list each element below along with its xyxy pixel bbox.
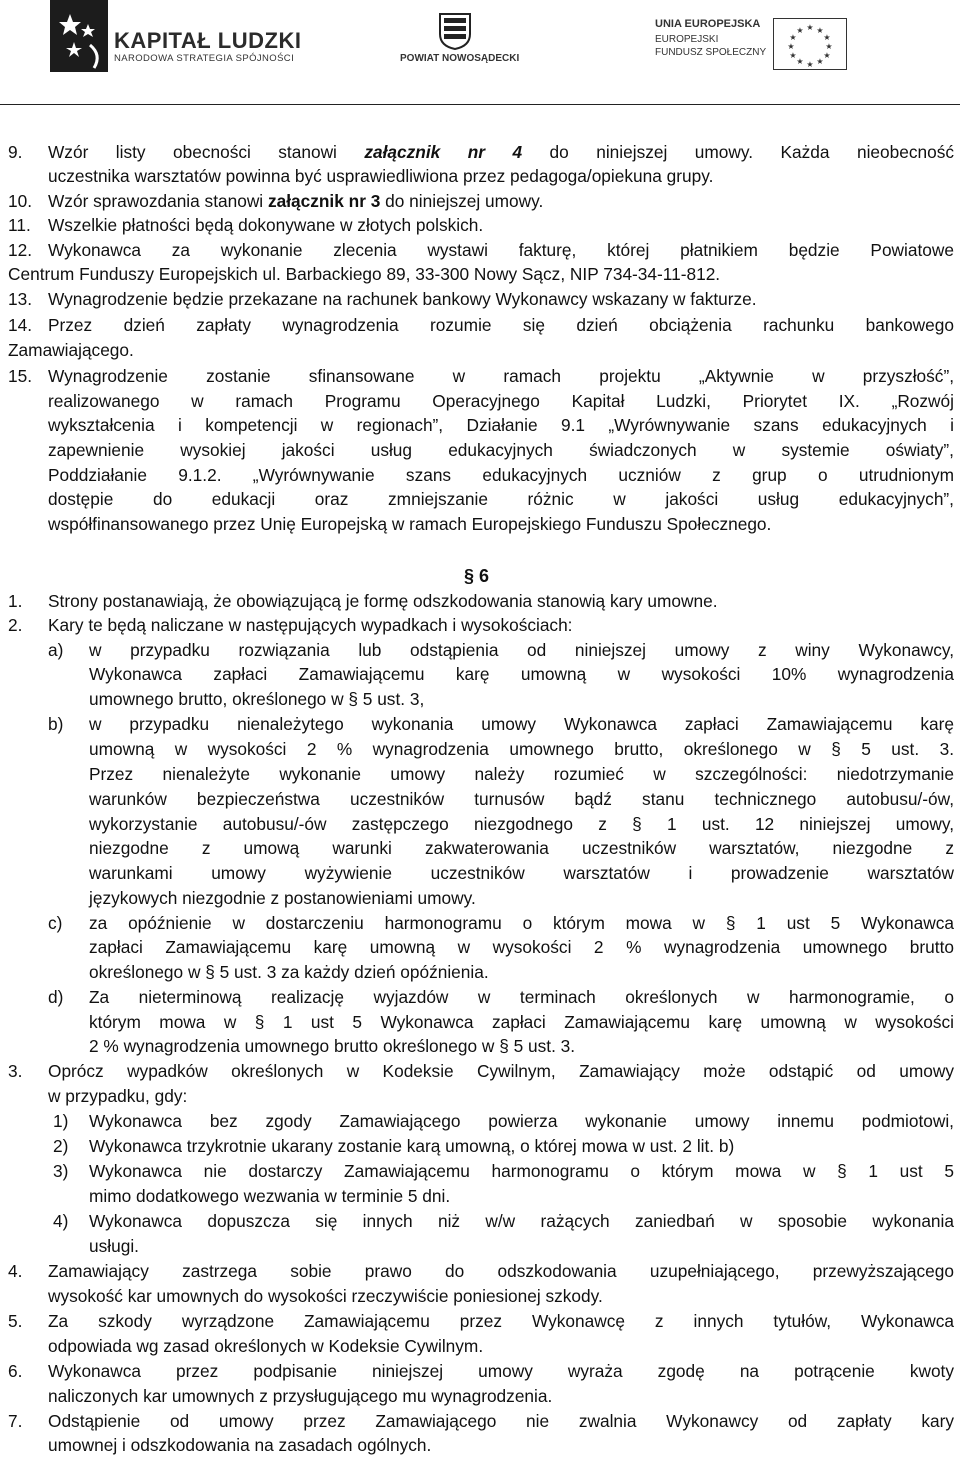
sub-item-number: 1) xyxy=(53,1111,69,1131)
document-header xyxy=(0,0,960,108)
section-heading: § 6 xyxy=(464,566,490,586)
sub-item-a-line: w przypadku rozwiązania lub odstąpienia od niniejszej umowy z winy Wykonawcy, xyxy=(89,640,954,660)
item-12-line2: Centrum Funduszy Europejskich ul. Barbackiego 89, 33-300 Nowy Sącz, NIP 734-34-11-812. xyxy=(8,264,721,284)
ue-line1: UNIA EUROPEJSKA xyxy=(655,18,761,30)
kl-title: KAPITAŁ LUDZKI xyxy=(114,28,302,53)
item-15-line: współfinansowanego przez Unię Europejską w ramach Europejskiego Funduszu Społecznego. xyxy=(48,514,772,534)
sub-item-letter: d) xyxy=(48,987,64,1007)
section-item-3-line: w przypadku, gdy: xyxy=(48,1086,188,1106)
section-item-6-line: naliczonych kar umownych z przysługującego mu wynagrodzenia. xyxy=(48,1386,553,1406)
svg-text:★: ★ xyxy=(806,60,814,69)
header-divider xyxy=(0,104,960,105)
section-item-number: 3. xyxy=(8,1061,23,1081)
sub-item-b-line: wykorzystanie autobusu/-ów zastępczego niezgodnego z § 1 ust. 12 niniejszej umowy, xyxy=(89,814,954,834)
item-number: 15. xyxy=(8,366,33,386)
section-item-number: 1. xyxy=(8,591,23,611)
sub-item-line: Wykonawca dopuszcza się innych niż w/w rażących zaniedbań w sposobie wykonania xyxy=(89,1211,954,1231)
sub-item-line: Wykonawca bez zgody Zamawiającego powierza wykonanie umowy innemu podmiotowi, xyxy=(89,1111,954,1131)
item-14-line1: Przez dzień zapłaty wynagrodzenia rozumie się dzień obciążenia rachunku bankowego xyxy=(48,315,954,335)
sub-item-b-line: językowych niezgodnie z postanowieniami umowy. xyxy=(89,888,476,908)
sub-item-d-line: którym mowa w § 1 ust 5 Wykonawca zapłaci Zamawiającemu karę umowną w wysokości xyxy=(89,1012,954,1032)
kl-subtitle: NARODOWA STRATEGIA SPÓJNOŚCI xyxy=(114,53,295,64)
item-15-line: zapewnienie wysokiej jakości usług edukacyjnych świadczonych w systemie oświaty”, xyxy=(48,440,954,460)
sub-item-b-line: w przypadku nienależytego wykonania umowy Wykonawca zapłaci Zamawiającemu karę xyxy=(89,714,954,734)
sub-item-number: 3) xyxy=(53,1161,69,1181)
svg-text:★: ★ xyxy=(789,51,797,60)
section-item-5-line: Za szkody wyrządzone Zamawiającemu przez Wykonawcę z innych tytułów, Wykonawca xyxy=(48,1311,954,1331)
kapital-ludzki-emblem-icon xyxy=(50,0,108,72)
section-item-number: 7. xyxy=(8,1411,23,1431)
sub-item-d-line: Za nieterminową realizację wyjazdów w terminach określonych w harmonogramie, o xyxy=(89,987,954,1007)
sub-item-b-line: warunków bezpieczeństwa uczestników turnusów bądź stanu technicznego autobusu/-ów, xyxy=(89,789,954,809)
sub-item-line: Wykonawca trzykrotnie ukarany zostanie karą umowną, o której mowa w ust. 2 lit. b) xyxy=(89,1136,735,1156)
section-item-6-line: Wykonawca przez podpisanie niniejszej umowy wyraża zgodę na potrącenie kwoty xyxy=(48,1361,954,1381)
item-14-line2: Zamawiającego. xyxy=(8,340,134,360)
section-item-number: 6. xyxy=(8,1361,23,1381)
svg-text:★: ★ xyxy=(825,42,833,51)
section-item-number: 4. xyxy=(8,1261,23,1281)
svg-text:★: ★ xyxy=(796,26,804,35)
ue-line3: FUNDUSZ SPOŁECZNY xyxy=(655,47,767,58)
item-9-line2: uczestnika warsztatów powinna być usprawiedliwiona przez pedagoga/opiekuna grupy. xyxy=(48,166,714,186)
item-13: Wynagrodzenie będzie przekazane na rachunek bankowy Wykonawcy wskazany w fakturze. xyxy=(48,289,757,309)
svg-text:★: ★ xyxy=(823,33,831,42)
svg-text:★: ★ xyxy=(823,51,831,60)
section-item-2: Kary te będą naliczane w następujących wypadkach i wysokościach: xyxy=(48,615,573,635)
section-item-3-line: Oprócz wypadków określonych w Kodeksie Cywilnym, Zamawiający może odstąpić od umowy xyxy=(48,1061,954,1081)
section-item-7-line: umownej i odszkodowania na zasadach ogólnych. xyxy=(48,1435,432,1455)
sub-item-letter: c) xyxy=(48,913,63,933)
coat-of-arms-icon xyxy=(438,12,472,50)
svg-text:★: ★ xyxy=(816,57,824,66)
svg-text:★: ★ xyxy=(806,23,814,32)
sub-item-line: mimo dodatkowego wezwania w terminie 5 dni. xyxy=(89,1186,451,1206)
sub-item-c-line: zapłaci Zamawiającemu karę umowną w wysokości 2 % wynagrodzenia umownego brutto xyxy=(89,937,954,957)
sub-item-letter: b) xyxy=(48,714,64,734)
sub-item-letter: a) xyxy=(48,640,64,660)
item-15-line: dostępie do edukacji oraz zmniejszanie różnic w jakości usług edukacyjnych”, xyxy=(48,489,954,509)
sub-item-d-line: 2 % wynagrodzenia umownego brutto określonego w § 5 ust. 3. xyxy=(89,1036,576,1056)
sub-item-b-line: Przez nienależyte wykonanie umowy należy rozumieć w szczególności: niedotrzymanie xyxy=(89,764,954,784)
sub-item-b-line: warunkami umowy wyżywienie uczestników warsztatów i prowadzenie warsztatów xyxy=(89,863,954,883)
item-number: 13. xyxy=(8,289,33,309)
eu-logo xyxy=(655,18,955,78)
ue-line2: EUROPEJSKI xyxy=(655,34,719,45)
section-item-1: Strony postanawiają, że obowiązującą je formę odszkodowania stanowią kary umowne. xyxy=(48,591,718,611)
sub-item-c-line: za opóźnienie w dostarczeniu harmonogramu o którym mowa w § 1 ust 5 Wykonawca xyxy=(89,913,954,933)
sub-item-b-line: niezgodne z umową warunki zakwaterowania uczestników warsztatów, niezgodne z xyxy=(89,838,954,858)
item-11: Wszelkie płatności będą dokonywane w złotych polskich. xyxy=(48,215,484,235)
item-number: 11. xyxy=(8,215,31,235)
svg-text:★: ★ xyxy=(816,26,824,35)
svg-text:★: ★ xyxy=(787,42,795,51)
svg-text:★: ★ xyxy=(789,33,797,42)
item-number: 9. xyxy=(8,142,23,162)
section-item-4-line: Zamawiający zastrzega sobie prawo do odszkodowania uzupełniającego, przewyższającego xyxy=(48,1261,954,1281)
item-number: 14. xyxy=(8,315,33,335)
item-15-line: wykształcenia i kompetencji w regionach”, Działanie 9.1 „Wyrównywanie szans edukacyjnych i xyxy=(48,415,954,435)
sub-item-number: 2) xyxy=(53,1136,69,1156)
item-15-line: realizowanego w ramach Programu Operacyjnego Kapitał Ludzki, Priorytet IX. „Rozwój xyxy=(48,391,954,411)
item-9-line1: Wzór listy obecności stanowi załącznik nr 4 do niniejszej umowy. Każda nieobecność xyxy=(48,142,955,162)
sub-item-line: Wykonawca nie dostarczy Zamawiającemu harmonogramu o którym mowa w § 1 ust 5 xyxy=(89,1161,954,1181)
sub-item-a-line: Wykonawca zapłaci Zamawiającemu karę umowną w wysokości 10% wynagrodzenia xyxy=(89,664,954,684)
sub-item-b-line: umowną w wysokości 2 % wynagrodzenia umownego brutto, określonego w § 5 ust. 3. xyxy=(89,739,954,759)
sub-item-a-line: umownego brutto, określonego w § 5 ust. 3, xyxy=(89,689,425,709)
section-item-5-line: odpowiada wg zasad określonych w Kodeksie Cywilnym. xyxy=(48,1336,484,1356)
item-10: Wzór sprawozdania stanowi załącznik nr 3 do niniejszej umowy. xyxy=(48,191,544,211)
powiat-name: POWIAT NOWOSĄDECKI xyxy=(400,53,520,64)
item-number: 10. xyxy=(8,191,33,211)
item-number: 12. xyxy=(8,240,33,260)
kapital-ludzki-logo xyxy=(50,0,350,72)
section-item-number: 5. xyxy=(8,1311,23,1331)
item-12-line1: Wykonawca za wykonanie zlecenia wystawi fakturę, której płatnikiem będzie Powiatowe xyxy=(48,240,954,260)
sub-item-number: 4) xyxy=(53,1211,69,1231)
section-item-number: 2. xyxy=(8,615,23,635)
section-item-7-line: Odstąpienie od umowy przez Zamawiającego nie zwalnia Wykonawcy od zapłaty kary xyxy=(48,1411,954,1431)
svg-text:★: ★ xyxy=(796,57,804,66)
sub-item-c-line: określonego w § 5 ust. 3 za każdy dzień opóźnienia. xyxy=(89,962,489,982)
item-15-line: Wynagrodzenie zostanie sfinansowane w ramach projektu „Aktywnie w przyszłość”, xyxy=(48,366,954,386)
eu-flag-icon xyxy=(773,18,847,70)
section-item-4-line: wysokość kar umownych do wysokości rzeczywiście poniesionej szkody. xyxy=(48,1286,603,1306)
sub-item-line: usługi. xyxy=(89,1236,139,1256)
powiat-logo xyxy=(400,12,520,72)
item-15-line: Poddziałanie 9.1.2. „Wyrównywanie szans edukacyjnych uczniów z grup o utrudnionym xyxy=(48,465,954,485)
